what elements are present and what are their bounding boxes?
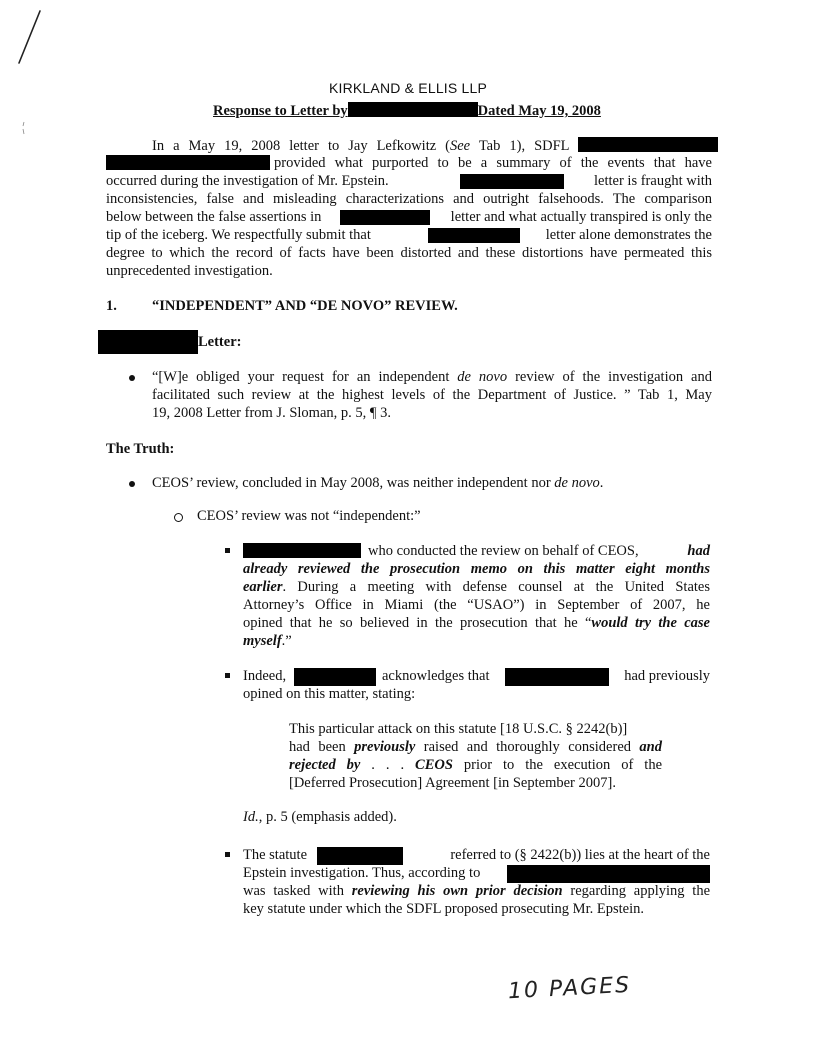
intro-line-5 <box>106 209 712 226</box>
p1-bold: would try the case <box>591 615 710 631</box>
intro-line-1 <box>152 137 718 155</box>
bq-bold: rejected by <box>289 757 361 773</box>
citation-text: , p. 5 (emphasis added). <box>258 809 397 825</box>
title-part-2: Dated May 19, 2008 <box>477 103 601 119</box>
redaction-box <box>243 543 361 558</box>
bq-bold: previously <box>354 739 416 755</box>
p1-line-3 <box>243 579 710 596</box>
redaction-box <box>608 865 710 883</box>
p1-line-1 <box>243 543 710 561</box>
p3-line-3 <box>243 883 710 900</box>
redaction-box <box>106 155 270 170</box>
bq-text: . . . <box>360 757 416 773</box>
sub-line-1: CEOS’ review was not “independent:” <box>197 508 421 524</box>
truth-italic: de novo <box>554 475 600 491</box>
letter-label <box>98 330 241 354</box>
p1-line-6 <box>243 633 292 650</box>
quote-text: review of the investigation and <box>507 369 712 385</box>
bq-text: raised and thoroughly considered <box>415 739 640 755</box>
intro-line-4: inconsistencies, false and misleading characterizations and outright falsehoods. The comparison <box>106 191 712 207</box>
blockquote-line-4: [Deferred Prosecution] Agreement [in September 2007]. <box>289 775 616 791</box>
truth-text: . <box>599 475 604 491</box>
redaction-box <box>317 847 403 865</box>
redaction-box <box>428 228 520 243</box>
p3-text: referred to (§ 2422(b)) lies at the heart of the <box>450 847 710 863</box>
sub-bullet <box>174 513 183 522</box>
intro-text: below between the false assertions in <box>106 209 322 225</box>
pen-stroke-mark <box>14 8 44 66</box>
bq-bold: and <box>639 739 662 755</box>
p1-text: who conducted the review on behalf of CEOS, <box>368 543 639 559</box>
intro-see: See <box>449 138 471 154</box>
redaction-box <box>507 865 619 883</box>
title-part-1: Response to Letter by <box>213 103 348 119</box>
firm-name: KIRKLAND & ELLIS LLP <box>328 80 488 96</box>
intro-text: letter is fraught with <box>594 173 712 189</box>
p1-bold: myself <box>243 633 282 649</box>
bq-bold: CEOS <box>415 757 453 773</box>
truth-text: CEOS’ review, concluded in May 2008, was neither independent nor <box>152 475 555 491</box>
p3-bold: reviewing his own prior decision <box>351 883 563 899</box>
truth-label: The Truth: <box>106 441 175 457</box>
p1-line-4: Attorney’s Office in Miami (the “USAO”) in September of 2007, he <box>243 597 710 613</box>
p1-bold: earlier <box>243 579 283 595</box>
bullet <box>129 375 135 381</box>
intro-line-2 <box>106 155 270 173</box>
intro-text: letter and what actually transpired is only the <box>450 209 712 225</box>
blockquote-line-1: This particular attack on this statute [18 U.S.C. § 2242(b)] <box>289 721 628 737</box>
p1-bold: had <box>687 543 710 559</box>
p2-text: acknowledges that <box>382 668 490 684</box>
intro-text: In a May 19, 2008 letter to Jay Lefkowitz ( <box>152 138 450 154</box>
citation <box>243 809 397 826</box>
section-number: 1. <box>106 298 117 314</box>
redaction-box <box>98 330 198 354</box>
truth-line-1 <box>152 475 603 492</box>
section-heading: “INDEPENDENT” AND “DE NOVO” REVIEW. <box>152 298 458 314</box>
blockquote-line-3 <box>289 757 662 774</box>
point-bullet <box>225 852 230 857</box>
bq-text: had been <box>289 739 355 755</box>
p1-line-5 <box>243 615 710 632</box>
redaction-box <box>578 137 718 152</box>
quote-italic: de novo <box>457 369 508 385</box>
intro-line-7: degree to which the record of facts have been distorted and these distortions have permeated this <box>106 245 712 261</box>
p2-text: had previously <box>624 668 710 684</box>
p3-line-1 <box>243 847 710 864</box>
quote-line-3: 19, 2008 Letter from J. Sloman, p. 5, ¶ 3. <box>152 405 391 421</box>
redaction-box <box>294 668 376 686</box>
p3-line-2 <box>243 865 710 882</box>
quote-line-2: facilitated such review at the highest levels of the Department of Justice. ” Tab 1, May <box>152 387 712 403</box>
quote-line-1 <box>152 369 712 386</box>
intro-text: letter alone demonstrates the <box>545 227 712 243</box>
p2-line-1 <box>243 668 710 685</box>
intro-line-3 <box>106 173 712 190</box>
p1-line-2: already reviewed the prosecution memo on this matter eight months <box>243 561 710 577</box>
intro-line-6 <box>106 227 712 244</box>
handwritten-page-count: 10 PAGES <box>507 972 632 1005</box>
redaction-box <box>340 210 430 225</box>
letter-label-text: Letter: <box>198 334 242 350</box>
point-bullet <box>225 673 230 678</box>
intro-text: Tab 1), SDFL <box>470 138 569 154</box>
p2-line-2: opined on this matter, stating: <box>243 686 416 702</box>
redaction-box <box>505 668 609 686</box>
p3-text: Epstein investigation. Thus, according to <box>243 865 481 881</box>
p1-text: opined that he so believed in the prosecution that he “ <box>243 615 592 631</box>
p2-text: Indeed, <box>243 668 287 684</box>
bullet <box>129 481 135 487</box>
citation-id: Id. <box>243 809 259 825</box>
p3-line-4: key statute under which the SDFL proposed prosecuting Mr. Epstein. <box>243 901 644 917</box>
intro-line-2-text: provided what purported to be a summary of the events that have <box>274 155 712 171</box>
quote-text: “[W]e obliged your request for an independent <box>152 369 458 385</box>
blockquote-line-2 <box>289 739 662 756</box>
redaction-box <box>460 174 564 189</box>
p3-text: regarding applying the <box>562 883 711 899</box>
p1-text: .” <box>281 633 292 649</box>
bq-text: prior to the execution of the <box>452 757 663 773</box>
p3-text: was tasked with <box>243 883 352 899</box>
point-bullet <box>225 548 230 553</box>
p1-text: . During a meeting with defense counsel at the United States <box>282 579 710 595</box>
margin-speck <box>20 120 28 136</box>
intro-text: occurred during the investigation of Mr. Epstein. <box>106 173 389 189</box>
intro-text: tip of the iceberg. We respectfully submit that <box>106 227 371 243</box>
p3-text: The statute <box>243 847 308 863</box>
redaction-box <box>348 102 478 117</box>
intro-line-8: unprecedented investigation. <box>106 263 273 279</box>
document-title <box>213 102 601 120</box>
